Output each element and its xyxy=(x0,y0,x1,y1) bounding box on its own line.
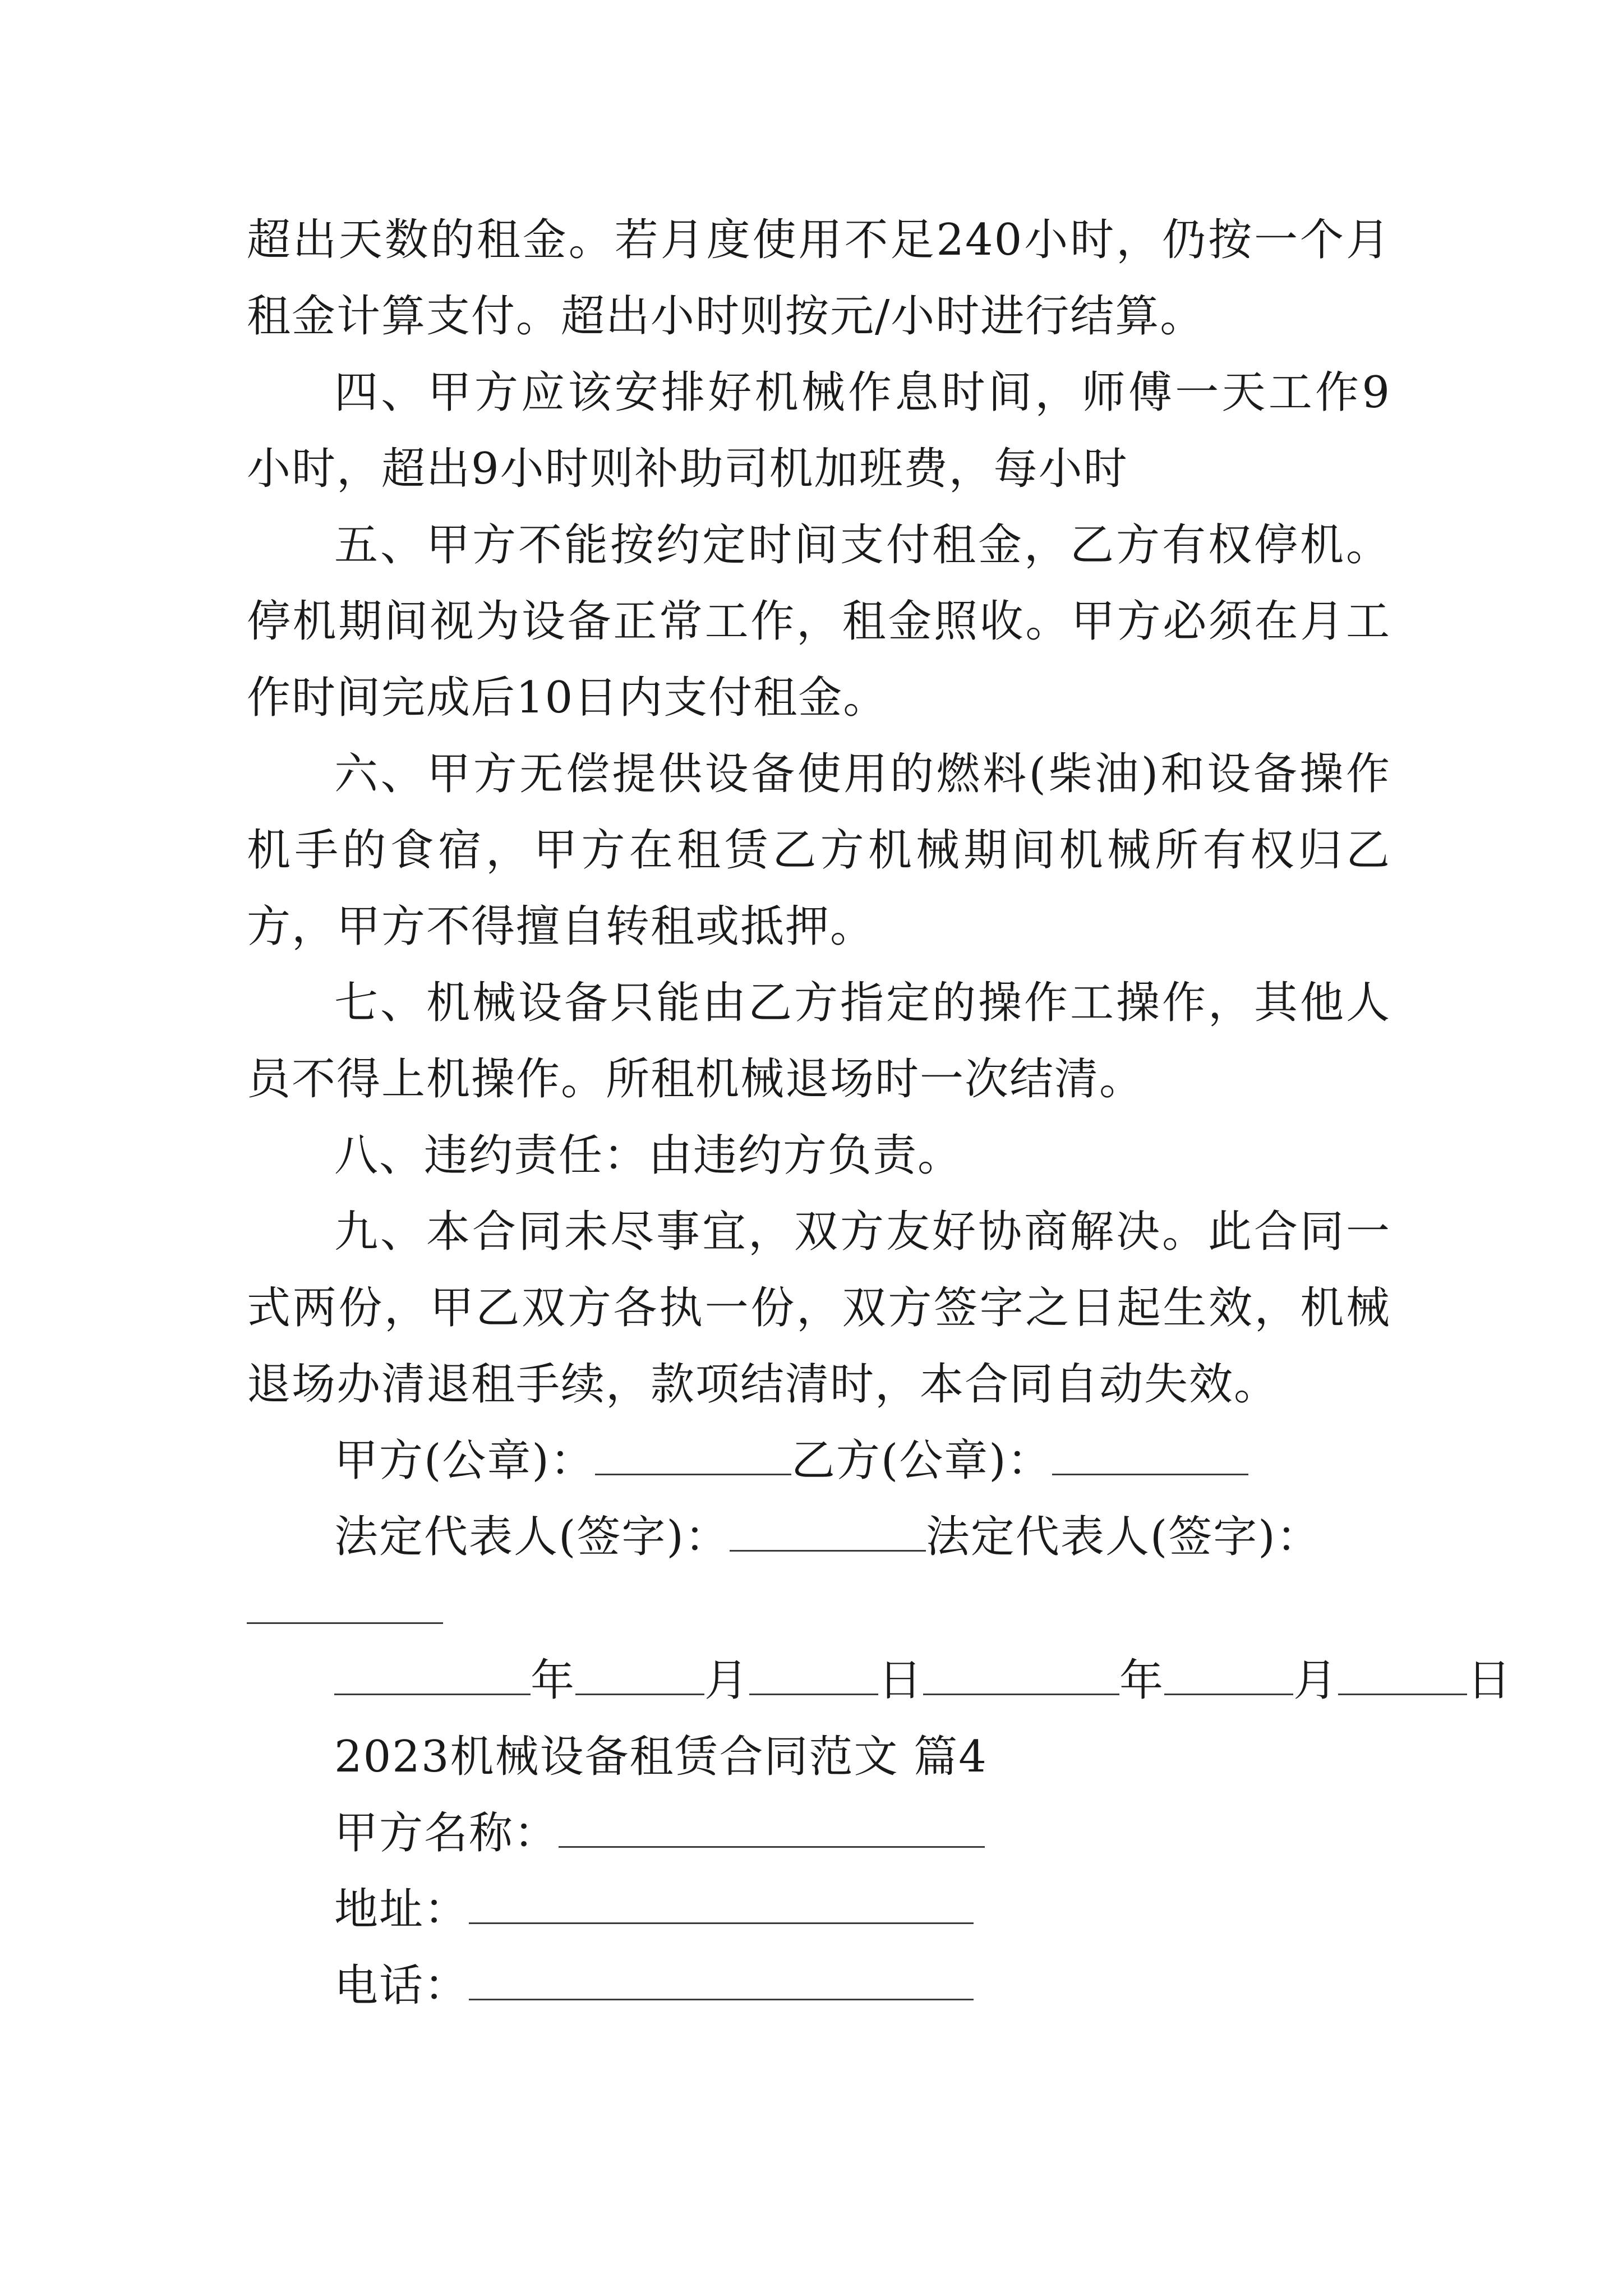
party-a-name-blank[interactable] xyxy=(559,1810,985,1848)
date-a-day-label: 日 xyxy=(878,1655,924,1706)
rep-b-label: 法定代表人(签字)： xyxy=(925,1512,1321,1562)
representative-line xyxy=(247,1499,1391,1575)
clause-5: 五、甲方不能按约定时间支付租金，乙方有权停机。停机期间视为设备正常工作，租金照收。甲方必须在月工作时间完成后10日内支付租金。 xyxy=(247,520,1391,723)
party-a-seal-label: 甲方(公章)： xyxy=(334,1435,595,1486)
clause-8: 八、违约责任：由违约方负责。 xyxy=(334,1130,963,1181)
date-b-year-label: 年 xyxy=(1119,1655,1165,1706)
address-line xyxy=(247,1871,1391,1948)
document-body xyxy=(247,202,1513,2024)
party-a-name-label: 甲方名称： xyxy=(334,1808,559,1858)
clause-4: 四、甲方应该安排好机械作息时间，师傅一天工作9小时，超出9小时则补助司机加班费，每小时 xyxy=(247,367,1391,494)
phone-line xyxy=(247,1948,1391,2024)
seal-line xyxy=(247,1423,1391,1499)
date-b-day-blank[interactable] xyxy=(1338,1658,1467,1695)
date-a-day-blank[interactable] xyxy=(749,1658,878,1695)
date-a-year-label: 年 xyxy=(531,1655,576,1706)
rep-b-blank[interactable] xyxy=(247,1586,443,1624)
party-a-name-line xyxy=(247,1795,1391,1871)
party-b-seal-label: 乙方(公章)： xyxy=(791,1435,1052,1486)
date-b-year-blank[interactable] xyxy=(923,1658,1119,1695)
date-a-month-blank[interactable] xyxy=(575,1658,704,1695)
party-a-seal-blank[interactable] xyxy=(595,1438,791,1475)
date-b-month-label: 月 xyxy=(1293,1655,1339,1706)
date-b-day-label: 日 xyxy=(1467,1655,1513,1706)
rep-a-blank[interactable] xyxy=(730,1514,926,1552)
clause-6: 六、甲方无偿提供设备使用的燃料(柴油)和设备操作机手的食宿，甲方在租赁乙方机械期间机械所有权归乙方，甲方不得擅自转租或抵押。 xyxy=(247,749,1391,952)
phone-blank[interactable] xyxy=(469,1963,974,2000)
clause-9: 九、本合同未尽事宜，双方友好协商解决。此合同一式两份，甲乙双方各执一份，双方签字之日起生效，机械退场办清退租手续，款项结清时，本合同自动失效。 xyxy=(247,1207,1391,1410)
date-b-month-blank[interactable] xyxy=(1164,1658,1293,1695)
address-blank[interactable] xyxy=(469,1887,974,1924)
clause-7: 七、机械设备只能由乙方指定的操作工操作，其他人员不得上机操作。所租机械退场时一次结清。 xyxy=(247,978,1391,1105)
paragraph-continuation: 超出天数的租金。若月度使用不足240小时，仍按一个月租金计算支付。超出小时则按元/小时进行结算。 xyxy=(247,215,1391,342)
rep-b-signature-line xyxy=(247,1586,1391,1642)
phone-label: 电话： xyxy=(334,1961,469,2011)
party-b-seal-blank[interactable] xyxy=(1052,1438,1248,1475)
section-title: 2023机械设备租赁合同范文 篇4 xyxy=(334,1732,988,1782)
date-a-month-label: 月 xyxy=(704,1655,750,1706)
address-label: 地址： xyxy=(334,1884,469,1935)
date-a-year-blank[interactable] xyxy=(334,1658,531,1695)
rep-a-label: 法定代表人(签字)： xyxy=(334,1512,730,1562)
date-line xyxy=(247,1642,1513,1719)
